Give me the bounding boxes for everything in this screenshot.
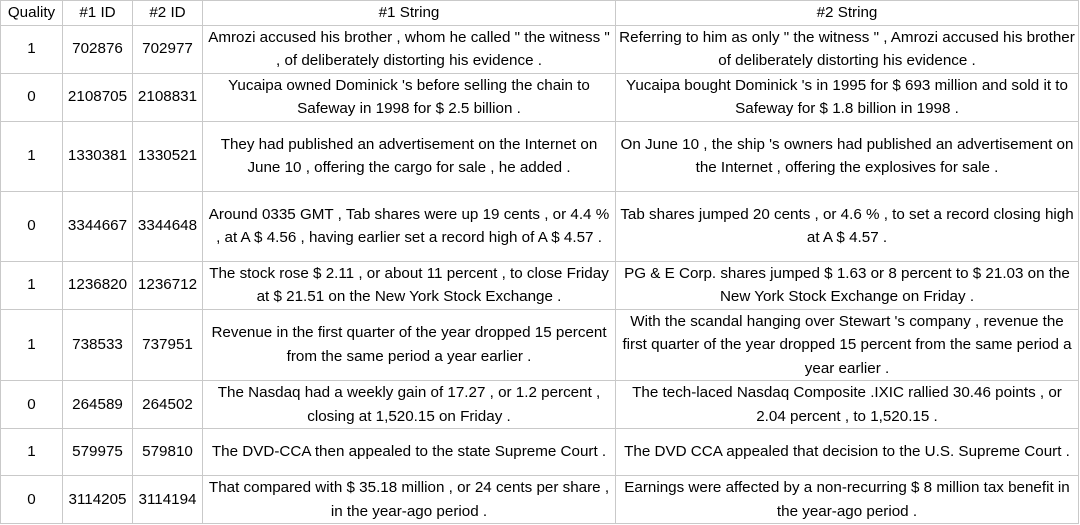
quality-cell: 0 <box>1 381 63 429</box>
string1-cell: The stock rose $ 2.11 , or about 11 percent , to close Friday at $ 21.51 on the New York Stock Exchange . <box>203 261 616 309</box>
id2-cell: 3344648 <box>133 191 203 261</box>
table-row <box>1 429 1079 476</box>
id1-cell: 738533 <box>63 309 133 381</box>
column-header-id1: #1 ID <box>63 1 133 26</box>
string2-cell: Earnings were affected by a non-recurring $ 8 million tax benefit in the year-ago period . <box>616 476 1079 524</box>
table-row <box>1 25 1079 73</box>
string2-cell: PG & E Corp. shares jumped $ 1.63 or 8 percent to $ 21.03 on the New York Stock Exchange on Friday . <box>616 261 1079 309</box>
table-row <box>1 73 1079 121</box>
string1-cell: Around 0335 GMT , Tab shares were up 19 cents , or 4.4 % , at A $ 4.56 , having earlier set a record high of A $ 4.57 . <box>203 191 616 261</box>
id2-cell: 579810 <box>133 429 203 476</box>
column-header-quality: Quality <box>1 1 63 26</box>
id2-cell: 264502 <box>133 381 203 429</box>
id1-cell: 1330381 <box>63 121 133 191</box>
column-header-string2: #2 String <box>616 1 1079 26</box>
id1-cell: 3344667 <box>63 191 133 261</box>
quality-cell: 1 <box>1 121 63 191</box>
table-row <box>1 309 1079 381</box>
string2-cell: Yucaipa bought Dominick 's in 1995 for $ 693 million and sold it to Safeway for $ 1.8 billion in 1998 . <box>616 73 1079 121</box>
quality-cell: 1 <box>1 429 63 476</box>
id1-cell: 2108705 <box>63 73 133 121</box>
quality-cell: 0 <box>1 476 63 524</box>
table-row <box>1 191 1079 261</box>
header-row <box>1 1 1079 26</box>
id1-cell: 579975 <box>63 429 133 476</box>
id2-cell: 737951 <box>133 309 203 381</box>
quality-cell: 1 <box>1 25 63 73</box>
column-header-id2: #2 ID <box>133 1 203 26</box>
column-header-string1: #1 String <box>203 1 616 26</box>
quality-cell: 0 <box>1 191 63 261</box>
string1-cell: The Nasdaq had a weekly gain of 17.27 , or 1.2 percent , closing at 1,520.15 on Friday . <box>203 381 616 429</box>
string2-cell: The DVD CCA appealed that decision to the U.S. Supreme Court . <box>616 429 1079 476</box>
id1-cell: 264589 <box>63 381 133 429</box>
string1-cell: Yucaipa owned Dominick 's before selling the chain to Safeway in 1998 for $ 2.5 billion . <box>203 73 616 121</box>
string2-cell: Referring to him as only " the witness " , Amrozi accused his brother of deliberately distorting his evidence . <box>616 25 1079 73</box>
quality-cell: 0 <box>1 73 63 121</box>
quality-cell: 1 <box>1 261 63 309</box>
id2-cell: 3114194 <box>133 476 203 524</box>
string2-cell: Tab shares jumped 20 cents , or 4.6 % , to set a record closing high at A $ 4.57 . <box>616 191 1079 261</box>
string1-cell: That compared with $ 35.18 million , or 24 cents per share , in the year-ago period . <box>203 476 616 524</box>
id1-cell: 702876 <box>63 25 133 73</box>
table-row <box>1 476 1079 524</box>
id2-cell: 2108831 <box>133 73 203 121</box>
string2-cell: On June 10 , the ship 's owners had published an advertisement on the Internet , offering the explosives for sale . <box>616 121 1079 191</box>
id2-cell: 1330521 <box>133 121 203 191</box>
id1-cell: 1236820 <box>63 261 133 309</box>
string2-cell: The tech-laced Nasdaq Composite .IXIC rallied 30.46 points , or 2.04 percent , to 1,520.15 . <box>616 381 1079 429</box>
table-row <box>1 121 1079 191</box>
string1-cell: The DVD-CCA then appealed to the state Supreme Court . <box>203 429 616 476</box>
table-row <box>1 261 1079 309</box>
id2-cell: 702977 <box>133 25 203 73</box>
string1-cell: Amrozi accused his brother , whom he called " the witness " , of deliberately distorting his evidence . <box>203 25 616 73</box>
string1-cell: Revenue in the first quarter of the year dropped 15 percent from the same period a year earlier . <box>203 309 616 381</box>
id2-cell: 1236712 <box>133 261 203 309</box>
quality-cell: 1 <box>1 309 63 381</box>
table-row <box>1 381 1079 429</box>
id1-cell: 3114205 <box>63 476 133 524</box>
string2-cell: With the scandal hanging over Stewart 's company , revenue the first quarter of the year dropped 15 percent from the same period a year earlier . <box>616 309 1079 381</box>
string1-cell: They had published an advertisement on the Internet on June 10 , offering the cargo for sale , he added . <box>203 121 616 191</box>
